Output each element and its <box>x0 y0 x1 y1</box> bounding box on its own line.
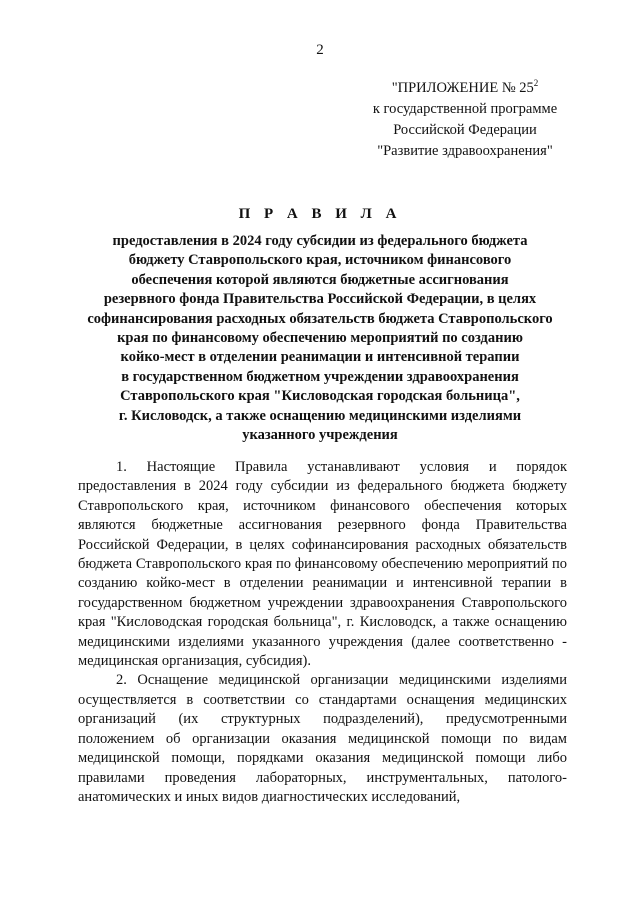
subtitle-line: обеспечения которой являются бюджетные ассигнования <box>131 271 509 288</box>
subtitle-line: г. Кисловодск, а также оснащению медицинскими изделиями <box>118 407 522 424</box>
appendix-header <box>340 78 590 162</box>
document-title: П Р А В И Л А <box>238 206 402 222</box>
document-body <box>78 458 567 807</box>
appendix-line-3: Российской Федерации <box>393 122 537 138</box>
subtitle-line: Ставропольского края "Кисловодская городская больница", <box>120 388 520 405</box>
document-subtitle <box>70 232 570 445</box>
subtitle-line: софинансирования расходных обязательств бюджета Ставропольского <box>87 310 553 327</box>
appendix-line-2: к государственной программе <box>372 101 558 117</box>
appendix-title: "ПРИЛОЖЕНИЕ № 25 <box>391 80 534 96</box>
subtitle-line: резервного фонда Правительства Российской Федерации, в целях <box>103 291 537 308</box>
subtitle-line: бюджету Ставропольского края, источником финансового <box>128 252 512 269</box>
appendix-line-1 <box>340 78 590 99</box>
appendix-line-4: "Развитие здравоохранения" <box>377 143 553 159</box>
appendix-number-superscript: 2 <box>533 78 539 88</box>
subtitle-line: койко-мест в отделении реанимации и интенсивной терапии <box>120 349 520 366</box>
subtitle-line: указанного учреждения <box>242 427 398 444</box>
subtitle-line: в государственном бюджетном учреждении здравоохранения <box>121 368 519 385</box>
paragraph-2: 2. Оснащение медицинской организации медицинскими изделиями осуществляется в соответствии со стандартами оснащения медицинских организаций (их структурных подразделений), предусмотренными положением об организации оказания медицинской помощи по видам медицинской помощи, порядками оказания медицинской помощи либо правилами проведения лабораторных, инструментальных, патолого-анатомических и иных видов диагностических исследований, <box>78 672 567 805</box>
paragraph-1: 1. Настоящие Правила устанавливают условия и порядок предоставления в 2024 году субсидии из федерального бюджета бюджету Ставропольского края, источником финансового обеспечения которых являются бюджетные ассигнования резервного фонда Правительства Российской Федерации, в целях софинансирования расходных обязательств бюджета Ставропольского края по финансовому обеспечению мероприятий по созданию койко-мест в отделении реанимации и интенсивной терапии в государственном бюджетном учреждении здравоохранения Ставропольского края "Кисловодская городская больница", г. Кисловодск, а также оснащению медицинскими изделиями указанного учреждения (далее соответственно - медицинская организация, субсидия). <box>78 459 567 670</box>
page-number: 2 <box>316 42 324 58</box>
subtitle-line: края по финансовому обеспечению мероприятий по созданию <box>117 330 523 347</box>
subtitle-line: предоставления в 2024 году субсидии из федерального бюджета <box>112 233 528 249</box>
